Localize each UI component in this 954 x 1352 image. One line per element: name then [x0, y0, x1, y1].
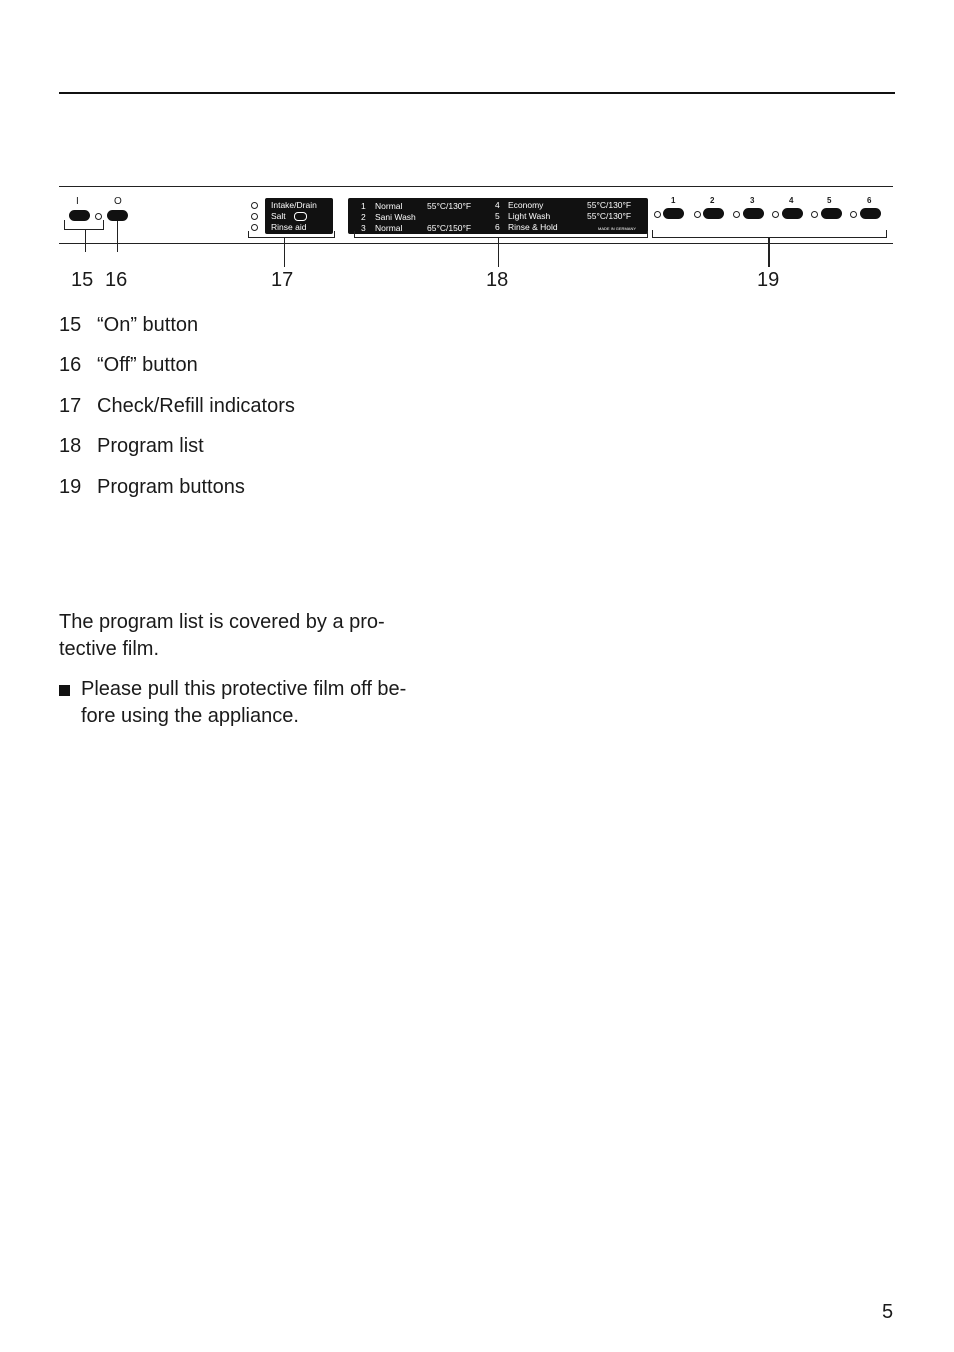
- program-button-number: 5: [827, 196, 832, 205]
- program-button-number: 1: [671, 196, 676, 205]
- callout-bracket-15: [64, 220, 104, 230]
- callout-19: 19: [757, 269, 780, 291]
- callout-17: 17: [271, 269, 294, 291]
- note-bullet-instruction: Please pull this protective film off be- fore using the appliance.: [81, 678, 407, 727]
- program-temp: 55°C/130°F: [427, 201, 472, 211]
- program-button-6[interactable]: [860, 208, 881, 219]
- program-temp: 65°C/150°F: [427, 223, 472, 233]
- program-temp: 55°C/130°F: [587, 200, 632, 210]
- salt-led-icon: [251, 213, 258, 220]
- program-led-icon: [811, 211, 818, 218]
- program-led-icon: [654, 211, 661, 218]
- program-number: 1: [361, 201, 366, 211]
- program-name: Sani Wash: [375, 212, 416, 222]
- program-button-2[interactable]: [703, 208, 724, 219]
- leader-line-18: [498, 237, 499, 267]
- callout-bracket-18: [354, 231, 648, 238]
- program-name: Light Wash: [508, 211, 551, 221]
- on-symbol: I: [76, 196, 79, 207]
- program-number: 2: [361, 212, 366, 222]
- program-button-4[interactable]: [782, 208, 803, 219]
- off-button[interactable]: [107, 210, 128, 221]
- callout-16: 16: [105, 269, 128, 291]
- program-number: 4: [495, 200, 500, 210]
- program-name: Rinse & Hold: [508, 222, 558, 232]
- callout-bracket-17: [248, 231, 335, 238]
- leader-line-15: [85, 229, 86, 252]
- legend-item: 16 “Off” button: [59, 354, 198, 376]
- top-rule: [59, 92, 895, 94]
- program-button-5[interactable]: [821, 208, 842, 219]
- indicator-label: Intake/Drain: [271, 200, 317, 210]
- legend-item: 15 “On” button: [59, 314, 199, 336]
- page-number: 5: [882, 1301, 894, 1323]
- program-number: 6: [495, 222, 500, 232]
- program-button-number: 3: [750, 196, 755, 205]
- panel-edge-top: [59, 186, 893, 187]
- indicator-display: [265, 198, 333, 234]
- program-button-1[interactable]: [663, 208, 684, 219]
- bullet-square-icon: [59, 685, 70, 696]
- callout-18: 18: [486, 269, 509, 291]
- note-paragraph: The program list is covered by a pro- tective film.: [59, 611, 385, 660]
- salt-icon: [294, 212, 307, 221]
- leader-line-16: [117, 221, 118, 252]
- program-number: 5: [495, 211, 500, 221]
- program-temp: 55°C/130°F: [587, 211, 632, 221]
- program-name: Normal: [375, 223, 403, 233]
- control-panel-diagram: [59, 186, 893, 244]
- indicator-label: Salt: [271, 211, 286, 221]
- rinse-aid-led-icon: [251, 224, 258, 231]
- program-button-number: 2: [710, 196, 715, 205]
- legend-item: 17 Check/Refill indicators: [59, 395, 295, 417]
- program-name: Normal: [375, 201, 403, 211]
- leader-line-19: [768, 237, 770, 267]
- program-button-3[interactable]: [743, 208, 764, 219]
- program-list-display: [348, 198, 648, 234]
- made-in-label: MADE IN GERMANY: [598, 226, 637, 231]
- program-name: Economy: [508, 200, 544, 210]
- leader-line-17: [284, 237, 285, 267]
- intake-drain-led-icon: [251, 202, 258, 209]
- program-led-icon: [694, 211, 701, 218]
- program-button-number: 4: [789, 196, 794, 205]
- program-number: 3: [361, 223, 366, 233]
- callout-15: 15: [71, 269, 94, 291]
- program-button-number: 6: [867, 196, 872, 205]
- off-symbol: O: [114, 196, 122, 207]
- program-led-icon: [850, 211, 857, 218]
- legend-item: 19 Program buttons: [59, 476, 245, 498]
- program-led-icon: [772, 211, 779, 218]
- program-led-icon: [733, 211, 740, 218]
- indicator-label: Rinse aid: [271, 222, 307, 232]
- power-led-icon: [95, 213, 102, 220]
- legend-item: 18 Program list: [59, 435, 204, 457]
